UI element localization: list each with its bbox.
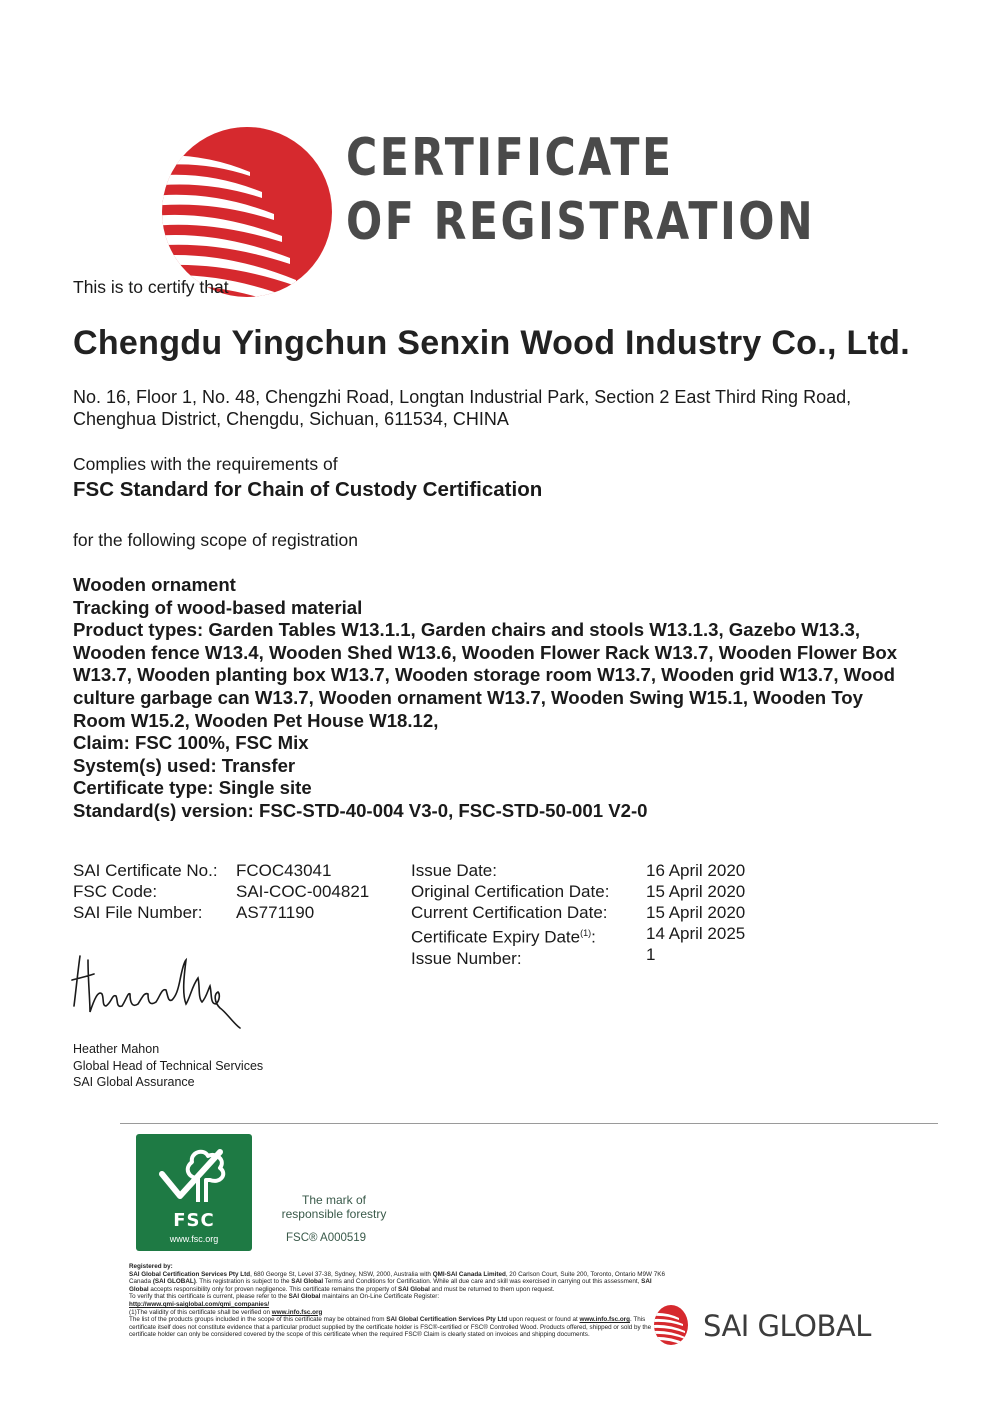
scope-line: Product types: Garden Tables W13.1.1, Garden chairs and stools W13.1.3, Gazebo W13.3, [73,619,861,641]
original-cert-date-label: Original Certification Date: [411,882,610,901]
scope-line: Wooden ornament [73,574,236,595]
footer-divider [120,1123,938,1124]
address-line-2: Chenghua District, Chengdu, Sichuan, 611534, CHINA [73,409,509,429]
scope-line: W13.7, Wooden planting box W13.7, Wooden storage room W13.7, Wooden grid W13.7, Wood [73,664,895,686]
fsc-tagline-line1: The mark of [301,1193,367,1207]
standard-name: FSC Standard for Chain of Custody Certification [73,478,543,501]
fsc-tree-check-icon [154,1144,234,1208]
current-cert-date-value: 15 April 2020 [646,903,746,922]
issue-date-label: Issue Date: [411,861,497,880]
sai-global-brand: SAI GLOBAL [703,1309,871,1343]
signatory-title: Global Head of Technical Services [73,1058,264,1073]
register-link[interactable]: http://www.qmi-saiglobal.com/qmi_companies/ [129,1300,270,1308]
scope-line: Tracking of wood-based material [73,596,363,618]
sai-certificate-no-label: SAI Certificate No.: [73,861,218,880]
signature-image [68,950,243,1040]
legal-text [129,1263,669,1339]
scope-block [73,574,958,823]
signatory-org: SAI Global Assurance [73,1075,195,1089]
issue-number-label: Issue Number: [411,948,522,968]
fsc-logo [136,1134,252,1251]
scope-line: culture garbage can W13.7, Wooden ornament W13.7, Wooden Swing W15.1, Wooden Toy [73,686,863,708]
current-cert-date-label: Current Certification Date: [411,903,608,922]
company-name: Chengdu Yingchun Senxin Wood Industry Co., Ltd. [73,324,910,362]
legal-para-1: SAI Global Certification Services Pty Ltd, 680 George St, Level 37-38, Sydney, NSW, 2000, Australia with QMI-SAI Canada Limited, 20 Carlson Court, Suite 200, Toronto, Ontario M9W 7K6 Canada (SAI GLOBAL). This registration is subject to the SAI Global Terms and Conditions for Certification. While all due care and skill was exercised in carrying out this assessment, SAI Global accepts responsibility only for proven negligence. This certificate remains the property of SAI Global and must be returned to them upon request. [129,1270,665,1293]
fsc-code-value: SAI-COC-004821 [236,882,370,901]
certificate-title-line1: CERTIFICATE [346,128,674,188]
fsc-info-link[interactable]: www.info.fsc.org [271,1308,323,1316]
fsc-code-label: FSC Code: [73,882,158,901]
fsc-logo-url: www.fsc.org [169,1234,219,1244]
complies-intro: Complies with the requirements of [73,454,338,474]
legal-para-4: The list of the products groups included in the scope of this certificate may be obtained from SAI Global Certification Services Pty Ltd upon request or found at www.info.fsc.org. This certificate itself does not constitute evidence that a particular product supplied by the certificate holder is FSC®-certified or FSC® Controlled Wood. Products offered, shipped or sold by the certificate holder can only be considered covered by the scope of this certificate when the required FSC® Claim is clearly stated on invoices and shipping documents. [129,1316,652,1339]
sai-file-number-label: SAI File Number: [73,903,203,922]
company-address [73,386,953,430]
right-labels [411,860,609,969]
issue-date-value: 16 April 2020 [646,861,746,880]
left-labels [73,860,218,923]
legal-para-2: To verify that this certificate is current, please refer to the SAI Global maintains an On-Line Certificate Register: [129,1293,440,1301]
expiry-date-value: 14 April 2025 [646,924,746,943]
left-values [236,860,369,923]
registered-by-label: Registered by: [129,1263,173,1270]
sai-file-number-value: AS771190 [236,903,315,922]
scope-line: Claim: FSC 100%, FSC Mix [73,732,309,754]
signatory-name: Heather Mahon [73,1042,160,1056]
address-line-1: No. 16, Floor 1, No. 48, Chengzhi Road, Longtan Industrial Park, Section 2 East Third Ring Road, [73,387,852,407]
scope-intro: for the following scope of registration [73,530,359,550]
original-cert-date-value: 15 April 2020 [646,882,746,901]
scope-line: System(s) used: Transfer [73,754,296,776]
expiry-footnote: (1) [580,928,592,938]
legal-para-3: (1)The validity of this certificate shall be verified on www.info.fsc.org [129,1308,323,1316]
issue-number-value: 1 [646,945,656,964]
fsc-info-link-2[interactable]: www.info.fsc.org [579,1316,630,1324]
fsc-license-code: FSC® A000519 [286,1232,367,1244]
certify-intro: This is to certify that [73,277,229,297]
fsc-tagline-line2: responsible forestry [281,1207,387,1221]
certificate-title-line2: OF REGISTRATION [346,192,816,252]
scope-line: Wooden fence W13.4, Wooden Shed W13.6, Wooden Flower Rack W13.7, Wooden Flower Box [73,641,898,663]
scope-line: Certificate type: Single site [73,777,312,799]
sai-certificate-no-value: FCOC43041 [236,861,332,880]
expiry-date-label: Certificate Expiry Date$^{(1)}$: [411,927,596,947]
right-values [646,860,745,965]
sai-global-logo-icon [653,1304,689,1346]
signatory-block [73,1041,263,1091]
scope-line: Room W15.2, Wooden Pet House W18.12, [73,709,439,731]
fsc-tagline [268,1193,400,1221]
fsc-logo-text: FSC [173,1210,215,1231]
scope-line: Standard(s) version: FSC-STD-40-004 V3-0, FSC-STD-50-001 V2-0 [73,799,648,821]
